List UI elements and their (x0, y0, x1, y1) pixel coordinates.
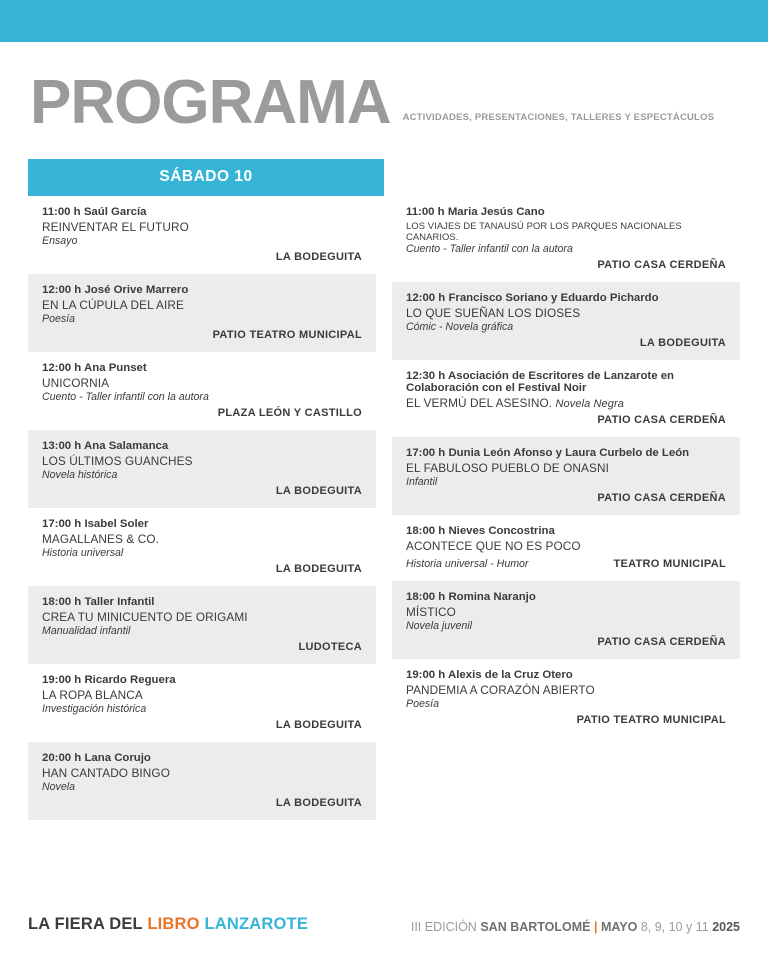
item-work: EL FABULOSO PUEBLO DE ONASNI (406, 461, 609, 476)
schedule-item[interactable] (392, 282, 740, 360)
item-work: LO QUE SUEÑAN LOS DIOSES (406, 306, 581, 321)
item-genre: Historia universal (42, 547, 124, 560)
item-time: 18:00 h (406, 591, 446, 604)
item-time: 12:30 h (406, 370, 446, 383)
item-author: Lana Corujo (84, 752, 151, 765)
item-author: Ricardo Reguera (84, 674, 176, 687)
edition-separator: | (594, 920, 598, 934)
item-genre: Investigación histórica (42, 703, 147, 716)
item-bottom-row (406, 554, 726, 570)
item-time: 11:00 h (406, 206, 445, 219)
item-author: Maria Jesús Cano (447, 206, 545, 219)
top-accent-bar (0, 0, 768, 42)
item-time: 19:00 h (42, 674, 82, 687)
item-author: Ana Salamanca (84, 440, 169, 453)
item-work: LOS ÚLTIMOS GUANCHES (42, 454, 193, 469)
logo-part-3: LANZAROTE (204, 915, 309, 933)
edition-prefix: III EDICIÓN (410, 920, 477, 934)
item-work: CREA TU MINICUENTO DE ORIGAMI (42, 610, 248, 625)
item-author: José Orive Marrero (84, 284, 189, 297)
item-time: 13:00 h (42, 440, 82, 453)
item-author: Romina Naranjo (448, 591, 536, 604)
item-time-author (406, 525, 726, 537)
item-time-author (406, 370, 726, 394)
item-time-author (406, 591, 726, 603)
item-venue: PATIO CASA CERDEÑA (597, 636, 726, 649)
item-genre: Poesía (42, 313, 75, 326)
item-venue: PATIO CASA CERDEÑA (597, 492, 726, 505)
item-work: LA ROPA BLANCA (42, 688, 143, 703)
item-genre: Infantil (406, 476, 438, 489)
item-time-author (406, 206, 726, 218)
edition-info (411, 920, 740, 934)
schedule-item[interactable] (392, 581, 740, 659)
item-venue: LA BODEGUITA (275, 485, 362, 498)
item-author: Saúl García (83, 206, 147, 219)
item-time: 12:00 h (406, 292, 446, 305)
schedule-item[interactable] (392, 659, 740, 737)
item-author: Taller Infantil (84, 596, 155, 609)
schedule-item[interactable] (28, 430, 376, 508)
item-author: Dunia León Afonso y Laura Curbelo de León (448, 447, 690, 460)
item-time: 20:00 h (42, 752, 82, 765)
item-venue: PATIO CASA CERDEÑA (597, 414, 726, 427)
item-venue: TEATRO MUNICIPAL (613, 558, 726, 571)
item-genre: Novela juvenil (406, 620, 472, 633)
item-author: Ana Punset (84, 362, 147, 375)
item-time: 12:00 h (42, 362, 82, 375)
edition-year: 2025 (712, 920, 740, 934)
schedule-item[interactable] (392, 437, 740, 515)
schedule-item[interactable] (28, 586, 376, 664)
item-work: LOS VIAJES DE TANAUSÚ POR LOS PARQUES NACIONALES CANARIOS. (406, 220, 682, 243)
item-venue: PATIO TEATRO MUNICIPAL (576, 714, 726, 727)
item-time: 18:00 h (42, 596, 82, 609)
schedule-item[interactable] (392, 196, 740, 282)
item-venue: PATIO CASA CERDEÑA (597, 259, 726, 272)
item-venue: LA BODEGUITA (639, 337, 726, 350)
item-time-author (406, 292, 726, 304)
item-work: EN LA CÚPULA DEL AIRE (42, 298, 184, 313)
item-time: 11:00 h (42, 206, 81, 219)
schedule-item[interactable] (28, 274, 376, 352)
page-subtitle: ACTIVIDADES, PRESENTACIONES, TALLERES Y ESPECTÁCULOS (402, 112, 715, 124)
item-time-author (406, 447, 726, 459)
day-header: SÁBADO 10 (28, 159, 384, 196)
item-genre: Poesía (406, 698, 439, 711)
page-title: PROGRAMA (30, 68, 391, 137)
item-work (406, 396, 726, 410)
item-time: 17:00 h (406, 447, 446, 460)
item-venue: LA BODEGUITA (275, 797, 362, 810)
item-genre: Manualidad infantil (42, 625, 131, 638)
item-genre: Cuento - Taller infantil con la autora (42, 391, 209, 404)
item-author: Nieves Concostrina (448, 525, 555, 538)
schedule-item[interactable] (28, 352, 376, 430)
item-genre: Historia universal - Humor (406, 558, 529, 571)
item-venue: PATIO TEATRO MUNICIPAL (212, 329, 362, 342)
item-time-author (42, 206, 362, 218)
schedule-column-right (392, 196, 740, 737)
item-work: HAN CANTADO BINGO (42, 766, 170, 781)
logo-part-1: LA FIERA DEL (28, 915, 143, 933)
item-time-author (42, 518, 362, 530)
item-time-author (42, 674, 362, 686)
item-work: UNICORNIA (42, 376, 110, 391)
item-work: PANDEMIA A CORAZÓN ABIERTO (406, 683, 595, 698)
item-time-author (42, 362, 362, 374)
item-time-author (42, 752, 362, 764)
schedule-column-left (28, 196, 376, 820)
item-genre: Novela (42, 781, 75, 794)
poster-footer (0, 915, 768, 960)
schedule-columns (28, 196, 740, 820)
item-time: 18:00 h (406, 525, 446, 538)
edition-days: 8, 9, 10 y 11 (640, 920, 709, 934)
schedule-item[interactable] (392, 515, 740, 581)
item-time: 12:00 h (42, 284, 82, 297)
item-venue: LA BODEGUITA (275, 563, 362, 576)
item-work-genre-inline: Novela Negra (555, 398, 624, 411)
item-time-author (42, 440, 362, 452)
fair-logo (28, 915, 308, 934)
item-genre: Novela histórica (42, 469, 118, 482)
item-work: MÍSTICO (406, 605, 456, 620)
item-time: 17:00 h (42, 518, 82, 531)
item-genre: Ensayo (42, 235, 78, 248)
item-time: 19:00 h (406, 669, 446, 682)
day-header-wrap (28, 159, 740, 196)
item-author: Asociación de Escritores de Lanzarote en Colaboración con el Festival Noir (406, 370, 675, 395)
item-time-author (406, 669, 726, 681)
edition-place: SAN BARTOLOMÉ (480, 920, 591, 934)
item-venue: LA BODEGUITA (275, 719, 362, 732)
item-genre: Cómic - Novela gráfica (406, 321, 514, 334)
item-author: Isabel Soler (84, 518, 149, 531)
schedule-item[interactable] (28, 196, 376, 274)
item-work-title: EL VERMÚ DEL ASESINO. (406, 396, 553, 411)
item-author: Francisco Soriano y Eduardo Pichardo (448, 292, 659, 305)
item-author: Alexis de la Cruz Otero (448, 669, 573, 682)
schedule-item[interactable] (392, 360, 740, 437)
item-work: MAGALLANES & CO. (42, 532, 159, 547)
poster-header (0, 42, 768, 137)
schedule-item[interactable] (28, 742, 376, 820)
item-venue: PLAZA LEÓN Y CASTILLO (217, 407, 362, 420)
item-time-author (42, 596, 362, 608)
item-work: REINVENTAR EL FUTURO (42, 220, 189, 235)
schedule-item[interactable] (28, 508, 376, 586)
item-venue: LUDOTECA (298, 641, 362, 654)
item-time-author (42, 284, 362, 296)
schedule-item[interactable] (28, 664, 376, 742)
edition-month: MAYO (600, 920, 638, 934)
item-venue: LA BODEGUITA (275, 251, 362, 264)
item-genre: Cuento - Taller infantil con la autora (406, 243, 573, 256)
item-work: ACONTECE QUE NO ES POCO (406, 539, 581, 554)
logo-part-2: LIBRO (147, 915, 200, 933)
